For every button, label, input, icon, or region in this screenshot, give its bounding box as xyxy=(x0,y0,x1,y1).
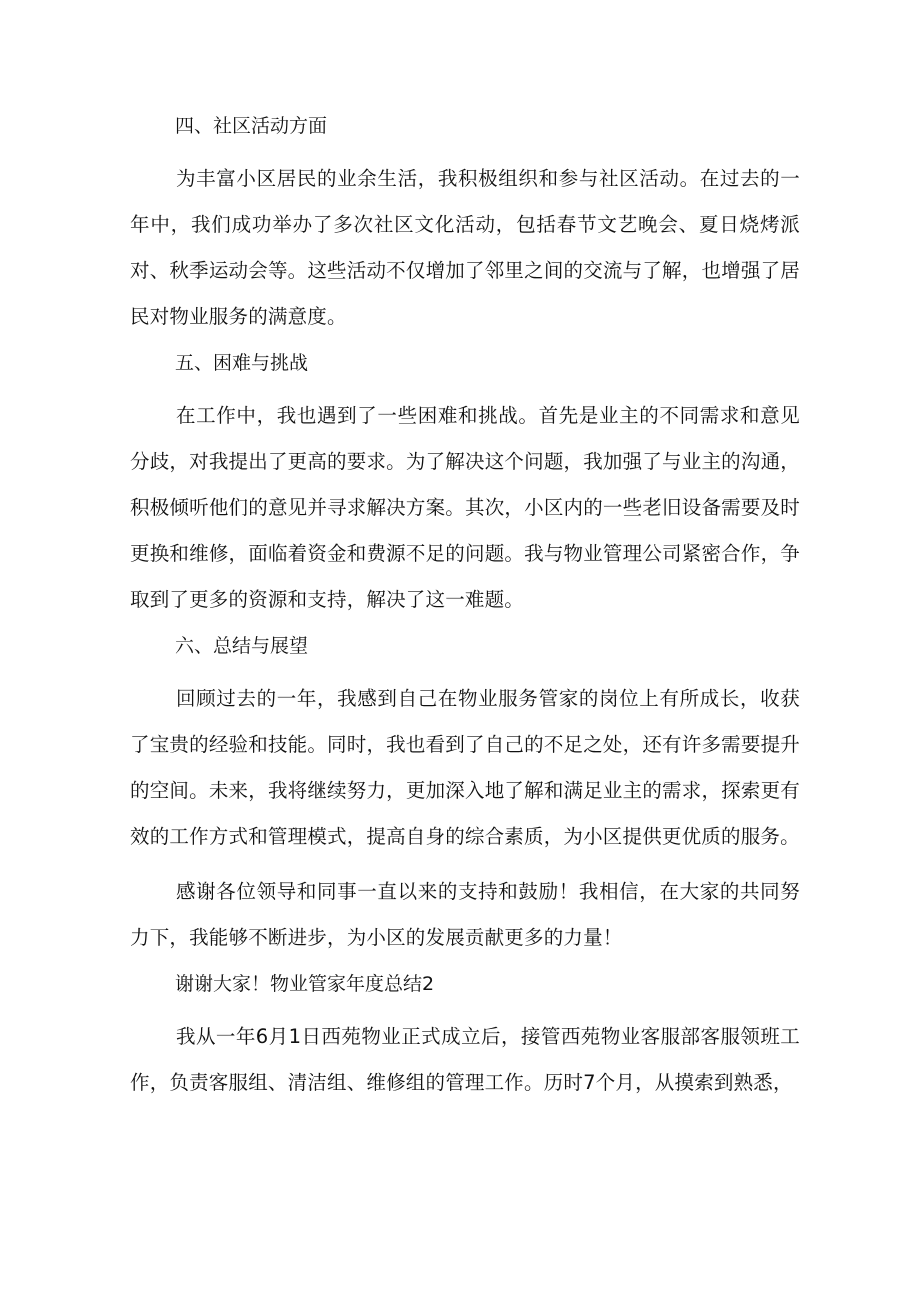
closing-heading: 谢谢大家！物业管家年度总结2 xyxy=(175,973,435,995)
paragraph-difficulties: 在工作中，我也遇到了一些困难和挑战。首先是业主的不同需求和意见分歧，对我提出了更高的要求。为了解决这个问题，我加强了与业主的沟通，积极倾听他们的意见并寻求解决方案。其次，小区内的一些老旧设备需要及时更换和维修，面临着资金和费源不足的问题。我与物业管理公司紧密合作，争取到了更多的资源和支持，解决了这一难题。 xyxy=(130,404,800,611)
section-heading-community-activities: 四、社区活动方面 xyxy=(175,115,328,137)
section-heading-summary: 六、总结与展望 xyxy=(175,635,309,657)
paragraph-second-report-intro: 我从一年6月1日西苑物业正式成立后，接管西苑物业客服部客服领班工作，负责客服组、清洁组、维修组的管理工作。历时7个月，从摸索到熟悉， xyxy=(130,1025,800,1094)
paragraph-community-activities: 为丰富小区居民的业余生活，我积极组织和参与社区活动。在过去的一年中，我们成功举办了多次社区文化活动，包括春节文艺晚会、夏日烧烤派对、秋季运动会等。这些活动不仅增加了邻里之间的交流与了解，也增强了居民对物业服务的满意度。 xyxy=(130,167,800,328)
paragraph-summary-review: 回顾过去的一年，我感到自己在物业服务管家的岗位上有所成长，收获了宝贵的经验和技能。同时，我也看到了自己的不足之处，还有许多需要提升的空间。未来，我将继续努力，更加深入地了解和满足业主的需求，探索更有效的工作方式和管理模式，提高自身的综合素质，为小区提供更优质的服务。 xyxy=(130,687,800,848)
paragraph-summary-thanks: 感谢各位领导和同事一直以来的支持和鼓励！我相信，在大家的共同努力下，我能够不断进步，为小区的发展贡献更多的力量！ xyxy=(130,880,800,949)
section-heading-difficulties: 五、困难与挑战 xyxy=(175,352,309,374)
document-body xyxy=(130,112,800,1106)
